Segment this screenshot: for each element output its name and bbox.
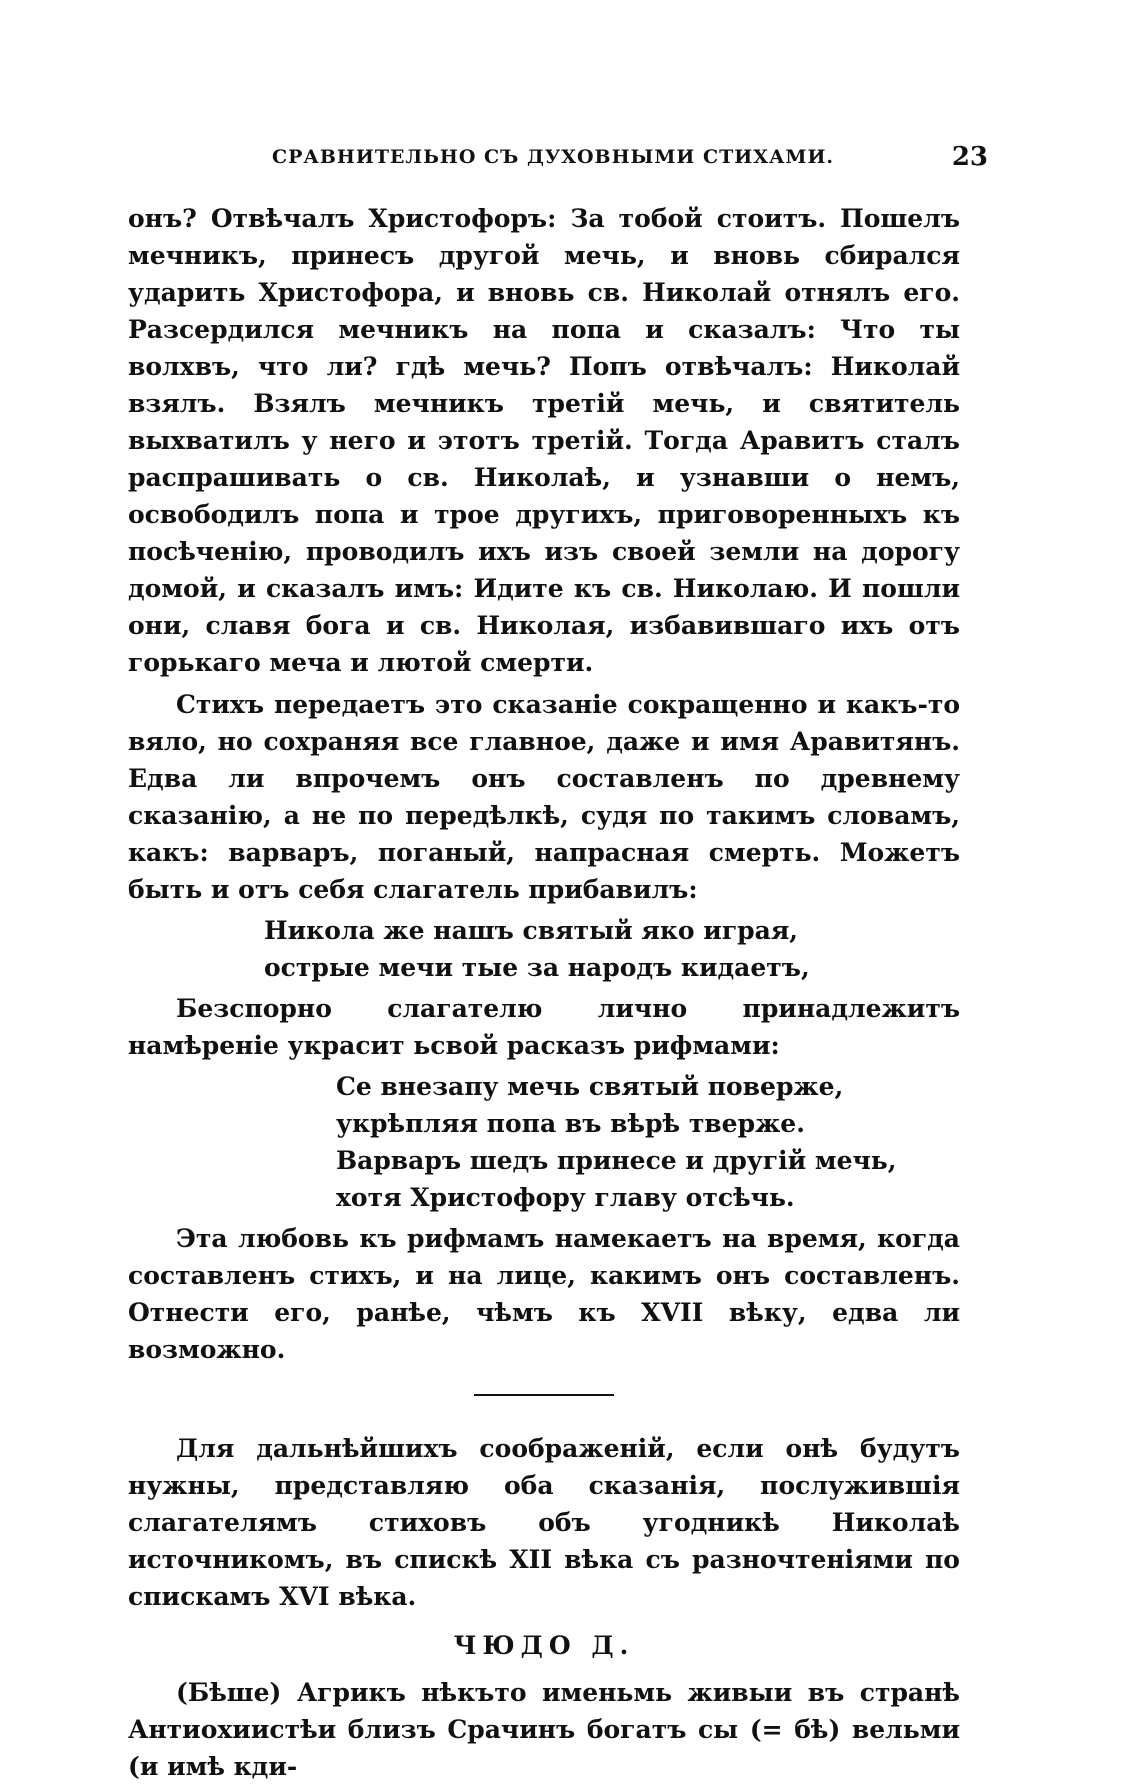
section-divider [474,1394,614,1396]
verse-quote [128,1068,960,1216]
paragraph-final: (Бѣше) Агрикъ нѣкъто именьмь живыи въ странѣ Антиохиистѣи близъ Срачинъ богатъ сы (= бѣ) вельми (и имѣ кди- [128,1678,960,1781]
verse-quote [128,912,960,986]
running-head [128,142,988,172]
paragraph: Стихъ передаетъ это сказаніе сокращенно и какъ-то вяло, но сохраняя все главное, даже и имя Аравитянъ. Едва ли впрочемъ онъ составленъ по древнему сказанію, а не по передѣлкѣ, судя по такимъ словамъ, какъ: варваръ, поганый, напрасная смерть. Можетъ быть и отъ себя слагатель прибавилъ: [128,690,960,904]
paragraph: Для дальнѣйшихъ соображеній, если онѣ будутъ нужны, представляю оба сказанія, послужившія слагателямъ стиховъ объ угодникѣ Николаѣ источникомъ, въ спискѣ XII вѣка съ разночтеніями по спискамъ XVI вѣка. [128,1434,960,1611]
paragraph-continued: онъ? Отвѣчалъ Христофоръ: За тобой стоитъ. Пошелъ мечникъ, принесъ другой мечь, и вновь сбирался ударить Христофора, и вновь св. Николай отнялъ его. Разсердился мечникъ на попа и сказалъ: Что ты волхвъ, что ли? гдѣ мечь? Попъ отвѣчалъ: Николай взялъ. Взялъ мечникъ третій мечь, и святитель выхватилъ у него и этотъ третій. Тогда Аравитъ сталъ распрашивать о св. Николаѣ, и узнавши о немъ, освободилъ попа и трое другихъ, приговоренныхъ къ посѣченію, проводилъ ихъ изъ своей земли на дорогу домой, и сказалъ имъ: Идите къ св. Николаю. И пошли они, славя бога и св. Николая, избавившаго ихъ отъ горькаго меча и лютой смерти. [128,204,960,677]
page-number: 23 [951,142,988,172]
verse-line: Никола же нашъ святый яко играя, [264,916,798,945]
verse-line: хотя Христофору главу отсѣчь. [336,1183,795,1212]
verse-line: острые мечи тые за народъ кидаетъ, [264,953,810,982]
paragraph: Эта любовь къ рифмамъ намекаетъ на время, когда составленъ стихъ, и на лице, какимъ онъ составленъ. Отнести его, ранѣе, чѣмъ къ XVII вѣку, едва ли возможно. [128,1224,960,1364]
chapter-heading: ЧЮДО Д. [453,1631,635,1660]
verse-line: Варваръ шедъ принесе и другій мечь, [336,1146,897,1175]
page-body [128,200,960,1785]
running-title: СРАВНИТЕЛЬНО СЪ ДУХОВНЫМИ СТИХАМИ. [271,146,835,168]
paragraph: Безспорно слагателю лично принадлежитъ намѣреніе украсит ьсвой расказъ рифмами: [128,994,960,1060]
verse-line: укрѣпляя попа въ вѣрѣ тверже. [336,1109,805,1138]
verse-line: Се внезапу мечь святый поверже, [336,1072,844,1101]
